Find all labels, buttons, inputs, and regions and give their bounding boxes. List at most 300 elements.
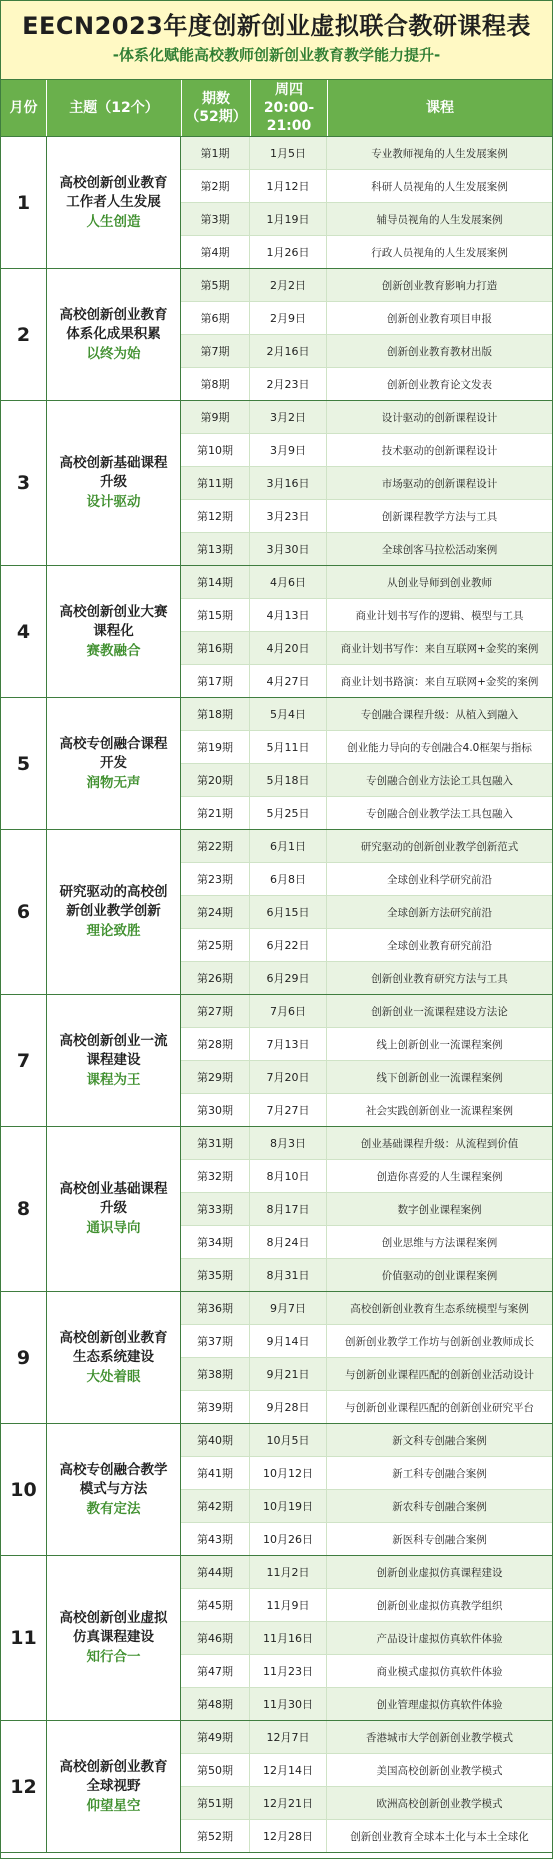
column-header-date [251, 80, 328, 136]
table-row [181, 1721, 552, 1754]
session-course: 创新创业教学工作坊与创新创业教师成长 [345, 1335, 534, 1348]
session-period: 第12期 [181, 500, 250, 532]
session-rows [181, 1127, 552, 1291]
session-course-cell [327, 1622, 552, 1654]
month-theme-cell [47, 830, 181, 994]
session-course: 创造你喜爱的人生课程案例 [376, 1170, 503, 1183]
session-period: 第47期 [181, 1655, 250, 1687]
session-date: 1月5日 [250, 137, 327, 169]
session-period: 第34期 [181, 1226, 250, 1258]
table-row [181, 1127, 552, 1160]
session-period: 第30期 [181, 1094, 250, 1126]
table-row [181, 863, 552, 896]
session-date: 12月21日 [250, 1787, 327, 1819]
session-date: 2月23日 [250, 368, 327, 400]
session-period: 第38期 [181, 1358, 250, 1390]
month-group [1, 566, 552, 698]
session-period: 第13期 [181, 533, 250, 565]
table-row [181, 1391, 552, 1423]
table-row [181, 1226, 552, 1259]
session-course: 创业思维与方法课程案例 [381, 1236, 498, 1249]
month-number: 1 [1, 137, 47, 268]
table-row [181, 203, 552, 236]
month-theme-tag: 课程为王 [86, 1071, 141, 1088]
month-number: 2 [1, 269, 47, 400]
table-row [181, 1457, 552, 1490]
session-course-cell [327, 1160, 552, 1192]
session-date: 11月30日 [250, 1688, 327, 1720]
session-course: 创新创业教育影响力打造 [381, 279, 498, 292]
table-row [181, 830, 552, 863]
session-date: 10月5日 [250, 1424, 327, 1456]
month-theme-title: 高校创新创业教育体系化成果积累 [59, 306, 168, 342]
session-period: 第45期 [181, 1589, 250, 1621]
session-course: 欧洲高校创新创业教学模式 [376, 1797, 503, 1810]
session-course-cell [327, 665, 552, 697]
session-period: 第52期 [181, 1820, 250, 1852]
session-course: 创新创业教育研究方法与工具 [371, 972, 508, 985]
table-row [181, 896, 552, 929]
session-period: 第40期 [181, 1424, 250, 1456]
session-course-cell [327, 830, 552, 862]
session-period: 第15期 [181, 599, 250, 631]
session-date: 6月1日 [250, 830, 327, 862]
session-course-cell [327, 1589, 552, 1621]
session-date: 4月27日 [250, 665, 327, 697]
month-groups [1, 137, 552, 1853]
session-date: 3月30日 [250, 533, 327, 565]
month-theme-tag: 教有定法 [86, 1500, 141, 1517]
month-theme-tag: 大处着眼 [86, 1368, 141, 1385]
session-period: 第14期 [181, 566, 250, 598]
session-period: 第18期 [181, 698, 250, 730]
session-course: 市场驱动的创新课程设计 [381, 477, 498, 490]
session-course-cell [327, 599, 552, 631]
session-rows [181, 1292, 552, 1423]
month-theme-cell [47, 1721, 181, 1852]
month-theme-title: 高校创新创业教育全球视野 [59, 1758, 168, 1794]
month-theme-tag: 知行合一 [86, 1649, 141, 1665]
month-theme-title: 高校创新创业虚拟仿真课程建设 [59, 1610, 168, 1645]
session-course-cell [327, 995, 552, 1027]
session-course: 与创新创业课程匹配的创新创业活动设计 [345, 1368, 534, 1381]
month-number: 10 [1, 1424, 47, 1555]
column-header-period-line2: （52期） [185, 109, 247, 125]
session-course-cell [327, 797, 552, 829]
session-course: 新农科专创融合案例 [392, 1500, 487, 1513]
session-course: 社会实践创新创业一流课程案例 [366, 1104, 513, 1117]
session-period: 第1期 [181, 137, 250, 169]
session-course: 线下创新创业一流课程案例 [376, 1071, 503, 1084]
session-period: 第26期 [181, 962, 250, 994]
session-period: 第33期 [181, 1193, 250, 1225]
session-course: 商业计划书写作的逻辑、模型与工具 [355, 609, 524, 622]
table-row [181, 1688, 552, 1720]
session-course-cell [327, 1787, 552, 1819]
table-row [181, 1292, 552, 1325]
table-row [181, 1655, 552, 1688]
session-period: 第23期 [181, 863, 250, 895]
table-row [181, 797, 552, 829]
session-course: 商业计划书写作：来自互联网+金奖的案例 [340, 642, 539, 655]
month-theme-cell [47, 698, 181, 829]
session-course: 产品设计虚拟仿真软件体验 [376, 1632, 503, 1645]
session-course-cell [327, 401, 552, 433]
session-course-cell [327, 137, 552, 169]
table-row [181, 401, 552, 434]
session-course: 香港城市大学创新创业教学模式 [366, 1731, 513, 1744]
session-rows [181, 995, 552, 1126]
session-course-cell [327, 1292, 552, 1324]
month-theme-title: 高校创新创业教育生态系统建设 [59, 1329, 168, 1365]
session-course-cell [327, 434, 552, 466]
table-row [181, 1094, 552, 1126]
session-course-cell [327, 170, 552, 202]
month-group [1, 1721, 552, 1853]
session-date: 9月28日 [250, 1391, 327, 1423]
month-theme-title: 高校创新创业一流课程建设 [59, 1032, 168, 1068]
session-course: 创新创业教育项目申报 [387, 312, 492, 325]
session-date: 11月16日 [250, 1622, 327, 1654]
page-subtitle: -体系化赋能高校教师创新创业教育教学能力提升- [112, 46, 441, 64]
session-course: 美国高校创新创业教学模式 [376, 1764, 503, 1777]
month-group [1, 1556, 552, 1721]
session-date: 3月16日 [250, 467, 327, 499]
session-course: 创业能力导向的专创融合4.0框架与指标 [347, 741, 532, 754]
session-course-cell [327, 962, 552, 994]
table-row [181, 335, 552, 368]
table-row [181, 1160, 552, 1193]
session-date: 10月26日 [250, 1523, 327, 1555]
session-date: 8月31日 [250, 1259, 327, 1291]
session-course: 创新创业教育全球本土化与本土全球化 [350, 1830, 529, 1843]
session-course: 全球创客马拉松活动案例 [381, 543, 498, 556]
month-theme-cell [47, 1556, 181, 1720]
table-header [1, 1, 552, 80]
table-row [181, 1325, 552, 1358]
month-theme-title: 高校创新基础课程升级 [59, 455, 168, 490]
session-course: 创新创业一流课程建设方法论 [371, 1005, 508, 1018]
session-course-cell [327, 1259, 552, 1291]
table-row [181, 1259, 552, 1291]
month-theme-cell [47, 1127, 181, 1291]
month-theme-tag: 赛教融合 [86, 642, 141, 659]
session-course-cell [327, 1457, 552, 1489]
session-period: 第35期 [181, 1259, 250, 1291]
session-date: 3月9日 [250, 434, 327, 466]
table-row [181, 533, 552, 565]
session-period: 第11期 [181, 467, 250, 499]
session-date: 10月19日 [250, 1490, 327, 1522]
session-course-cell [327, 1094, 552, 1126]
table-row [181, 698, 552, 731]
table-row [181, 962, 552, 994]
session-course: 商业模式虚拟仿真软件体验 [376, 1665, 503, 1678]
month-number: 9 [1, 1292, 47, 1423]
session-period: 第3期 [181, 203, 250, 235]
session-course-cell [327, 896, 552, 928]
session-period: 第17期 [181, 665, 250, 697]
column-header-row [1, 80, 552, 137]
table-row [181, 434, 552, 467]
column-header-month: 月份 [1, 80, 47, 136]
session-course-cell [327, 929, 552, 961]
session-course-cell [327, 1754, 552, 1786]
month-group [1, 1127, 552, 1292]
month-theme-tag: 理论致胜 [86, 923, 141, 939]
session-course: 创业基础课程升级：从流程到价值 [360, 1137, 519, 1150]
session-period: 第6期 [181, 302, 250, 334]
month-number: 7 [1, 995, 47, 1126]
month-group [1, 1292, 552, 1424]
month-number: 4 [1, 566, 47, 697]
session-date: 9月21日 [250, 1358, 327, 1390]
session-rows [181, 830, 552, 994]
session-period: 第29期 [181, 1061, 250, 1093]
session-date: 12月28日 [250, 1820, 327, 1852]
session-period: 第24期 [181, 896, 250, 928]
session-course: 全球创业教育研究前沿 [387, 939, 492, 952]
month-theme-cell [47, 401, 181, 565]
session-period: 第10期 [181, 434, 250, 466]
session-course-cell [327, 500, 552, 532]
session-course: 创新创业教育教材出版 [387, 345, 492, 358]
session-course-cell [327, 863, 552, 895]
session-course: 创业管理虚拟仿真软件体验 [376, 1698, 503, 1711]
table-row [181, 1358, 552, 1391]
table-row [181, 1622, 552, 1655]
session-rows [181, 1721, 552, 1852]
month-theme-title: 高校专创融合课程开发 [59, 735, 168, 771]
month-number: 8 [1, 1127, 47, 1291]
month-theme-title: 高校专创融合教学模式与方法 [59, 1461, 168, 1497]
session-date: 8月17日 [250, 1193, 327, 1225]
session-course-cell [327, 203, 552, 235]
month-theme-title: 高校创新创业教育工作者人生发展 [59, 174, 168, 210]
session-date: 4月13日 [250, 599, 327, 631]
table-row [181, 1061, 552, 1094]
session-course: 新医科专创融合案例 [392, 1533, 487, 1546]
session-course: 研究驱动的创新创业教学创新范式 [360, 840, 519, 853]
month-group [1, 401, 552, 566]
table-row [181, 269, 552, 302]
session-date: 6月29日 [250, 962, 327, 994]
session-course-cell [327, 1028, 552, 1060]
session-course: 专业教师视角的人生发展案例 [371, 147, 508, 160]
session-rows [181, 401, 552, 565]
session-course-cell [327, 1490, 552, 1522]
session-period: 第49期 [181, 1721, 250, 1753]
session-period: 第4期 [181, 236, 250, 268]
table-row [181, 665, 552, 697]
session-date: 5月25日 [250, 797, 327, 829]
month-theme-tag: 通识导向 [86, 1220, 141, 1236]
table-row [181, 566, 552, 599]
session-course-cell [327, 236, 552, 268]
session-course: 专创融合创业教学法工具包融入 [366, 807, 513, 820]
session-course: 商业计划书路演：来自互联网+金奖的案例 [340, 675, 539, 688]
column-header-period [182, 80, 251, 136]
month-theme-tag: 润物无声 [86, 774, 141, 791]
session-course-cell [327, 566, 552, 598]
month-theme-tag: 以终为始 [86, 345, 141, 362]
session-period: 第20期 [181, 764, 250, 796]
session-course: 科研人员视角的人生发展案例 [371, 180, 508, 193]
session-date: 8月24日 [250, 1226, 327, 1258]
session-date: 11月23日 [250, 1655, 327, 1687]
session-date: 3月23日 [250, 500, 327, 532]
session-date: 8月10日 [250, 1160, 327, 1192]
session-course: 设计驱动的创新课程设计 [381, 411, 498, 424]
session-date: 1月19日 [250, 203, 327, 235]
session-date: 11月2日 [250, 1556, 327, 1588]
session-course: 创新创业虚拟仿真教学组织 [376, 1599, 503, 1612]
table-row [181, 1589, 552, 1622]
session-date: 12月14日 [250, 1754, 327, 1786]
month-theme-title: 研究驱动的高校创新创业教学创新 [59, 884, 168, 919]
column-header-theme: 主题（12个） [47, 80, 182, 136]
session-date: 6月8日 [250, 863, 327, 895]
session-course-cell [327, 1127, 552, 1159]
session-course-cell [327, 698, 552, 730]
session-rows [181, 1424, 552, 1555]
session-period: 第7期 [181, 335, 250, 367]
month-number: 12 [1, 1721, 47, 1852]
month-group [1, 830, 552, 995]
session-course-cell [327, 1655, 552, 1687]
session-date: 5月11日 [250, 731, 327, 763]
month-number: 5 [1, 698, 47, 829]
session-course: 创新创业教育论文发表 [387, 378, 492, 391]
session-date: 7月20日 [250, 1061, 327, 1093]
table-row [181, 1424, 552, 1457]
session-course-cell [327, 533, 552, 565]
month-theme-cell [47, 995, 181, 1126]
session-course: 辅导员视角的人生发展案例 [376, 213, 503, 226]
session-date: 5月18日 [250, 764, 327, 796]
session-course-cell [327, 1721, 552, 1753]
session-period: 第22期 [181, 830, 250, 862]
session-period: 第50期 [181, 1754, 250, 1786]
table-row [181, 137, 552, 170]
table-row [181, 368, 552, 400]
month-theme-cell [47, 137, 181, 268]
month-number: 3 [1, 401, 47, 565]
table-row [181, 929, 552, 962]
session-period: 第8期 [181, 368, 250, 400]
session-period: 第46期 [181, 1622, 250, 1654]
month-theme-cell [47, 269, 181, 400]
session-date: 5月4日 [250, 698, 327, 730]
page-title: EECN2023年度创新创业虚拟联合教研课程表 [22, 12, 531, 40]
session-course: 创新课程教学方法与工具 [381, 510, 498, 523]
session-date: 12月7日 [250, 1721, 327, 1753]
session-course: 从创业导师到创业教师 [387, 576, 492, 589]
month-theme-tag: 设计驱动 [86, 494, 141, 510]
session-date: 9月7日 [250, 1292, 327, 1324]
session-rows [181, 137, 552, 268]
table-row [181, 467, 552, 500]
table-row [181, 632, 552, 665]
session-course-cell [327, 764, 552, 796]
month-theme-tag: 人生创造 [86, 213, 141, 230]
session-course-cell [327, 302, 552, 334]
column-header-date-line2: 20:00-21:00 [263, 100, 315, 134]
session-course: 全球创新方法研究前沿 [387, 906, 492, 919]
table-row [181, 1556, 552, 1589]
session-rows [181, 698, 552, 829]
session-date: 4月20日 [250, 632, 327, 664]
month-theme-title: 高校创新创业大赛课程化 [59, 603, 168, 639]
session-period: 第31期 [181, 1127, 250, 1159]
month-theme-title: 高校创业基础课程升级 [59, 1181, 168, 1216]
session-course-cell [327, 1226, 552, 1258]
session-date: 11月9日 [250, 1589, 327, 1621]
session-period: 第48期 [181, 1688, 250, 1720]
month-group [1, 995, 552, 1127]
session-period: 第21期 [181, 797, 250, 829]
session-period: 第32期 [181, 1160, 250, 1192]
column-header-date-line1: 周四 [275, 82, 303, 98]
session-course: 专创融合创业方法论工具包融入 [366, 774, 513, 787]
session-date: 8月3日 [250, 1127, 327, 1159]
table-row [181, 1193, 552, 1226]
session-period: 第27期 [181, 995, 250, 1027]
session-rows [181, 1556, 552, 1720]
session-course-cell [327, 467, 552, 499]
session-period: 第19期 [181, 731, 250, 763]
table-row [181, 599, 552, 632]
session-course-cell [327, 269, 552, 301]
session-date: 7月27日 [250, 1094, 327, 1126]
session-date: 3月2日 [250, 401, 327, 433]
session-period: 第16期 [181, 632, 250, 664]
table-row [181, 764, 552, 797]
session-course-cell [327, 1193, 552, 1225]
session-course-cell [327, 1325, 552, 1357]
session-course: 新文科专创融合案例 [392, 1434, 487, 1447]
session-period: 第5期 [181, 269, 250, 301]
month-number: 6 [1, 830, 47, 994]
month-group [1, 137, 552, 269]
session-course: 线上创新创业一流课程案例 [376, 1038, 503, 1051]
session-course-cell [327, 1688, 552, 1720]
session-date: 9月14日 [250, 1325, 327, 1357]
session-period: 第43期 [181, 1523, 250, 1555]
session-date: 7月6日 [250, 995, 327, 1027]
month-theme-tag: 仰望星空 [86, 1797, 141, 1814]
session-course: 创新创业虚拟仿真课程建设 [376, 1566, 503, 1579]
session-course-cell [327, 1523, 552, 1555]
column-header-course: 课程 [426, 100, 454, 116]
session-date: 1月12日 [250, 170, 327, 202]
session-course-cell [327, 1424, 552, 1456]
month-group [1, 1424, 552, 1556]
session-period: 第44期 [181, 1556, 250, 1588]
session-course: 技术驱动的创新课程设计 [381, 444, 498, 457]
table-row [181, 170, 552, 203]
session-period: 第28期 [181, 1028, 250, 1060]
session-date: 10月12日 [250, 1457, 327, 1489]
session-course: 新工科专创融合案例 [392, 1467, 487, 1480]
session-rows [181, 269, 552, 400]
month-theme-cell [47, 1424, 181, 1555]
session-period: 第41期 [181, 1457, 250, 1489]
session-course-cell [327, 368, 552, 400]
session-rows [181, 566, 552, 697]
table-row [181, 1490, 552, 1523]
session-period: 第9期 [181, 401, 250, 433]
